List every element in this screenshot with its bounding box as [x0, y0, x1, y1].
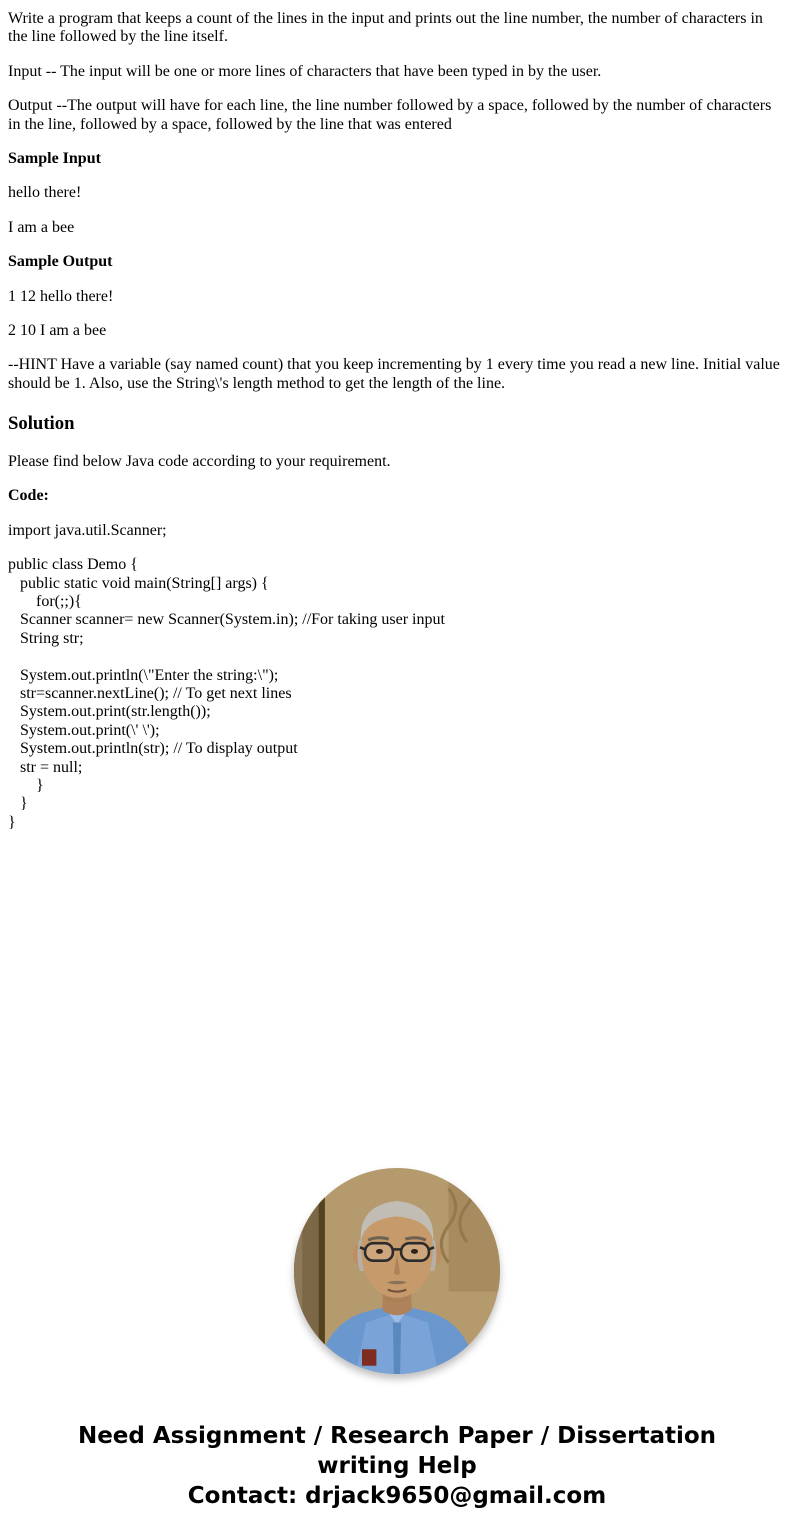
code-line: System.out.println(\"Enter the string:\");: [8, 666, 279, 684]
code-line: }: [8, 776, 44, 794]
code-import-line: import java.util.Scanner;: [8, 521, 167, 539]
document: [8, 10, 786, 1512]
code-line: System.out.print(str.length());: [8, 703, 211, 721]
sample-output-line: 1 12 hello there!: [8, 287, 114, 305]
code-line: str = null;: [8, 758, 83, 776]
code-line: }: [8, 795, 28, 813]
problem-statement: Write a program that keeps a count of the lines in the input and prints out the line number, the number of characters in the line followed by the line itself.: [8, 10, 763, 46]
sample-input-line: hello there!: [8, 184, 82, 202]
input-description: Input -- The input will be one or more lines of characters that have been typed in by the user.: [8, 62, 602, 80]
code-line: public static void main(String[] args) {: [8, 574, 269, 592]
code-label: Code:: [8, 487, 49, 505]
solution-heading: Solution: [8, 413, 75, 435]
sample-input-heading: Sample Input: [8, 149, 101, 167]
footer-help-text: Need Assignment / Research Paper / Dissertation writing Help: [77, 1423, 717, 1479]
code-line: System.out.print(\' \');: [8, 721, 160, 739]
hint-text: --HINT Have a variable (say named count) that you keep incrementing by 1 every time you read a new line. Initial value should be 1. Also, use the String\'s length method to get the length of the line.: [8, 356, 780, 392]
code-line: str=scanner.nextLine(); // To get next lines: [8, 684, 292, 702]
footer: [8, 1422, 786, 1512]
code-line: Scanner scanner= new Scanner(System.in); //For taking user input: [8, 611, 445, 629]
instructor-photo-graphic: [294, 1168, 500, 1374]
footer-contact-email: Contact: drjack9650@gmail.com: [187, 1482, 607, 1509]
sample-output-line: 2 10 I am a bee: [8, 321, 107, 339]
instructor-photo: [294, 1168, 500, 1374]
code-line: [8, 648, 786, 666]
code-line: public class Demo {: [8, 556, 138, 574]
output-description: Output --The output will have for each line, the line number followed by a space, followed by the number of characters in the line, followed by a space, followed by the line that was entered: [8, 97, 772, 133]
sample-input-line: I am a bee: [8, 218, 75, 236]
code-line: }: [8, 813, 16, 831]
sample-output-heading: Sample Output: [8, 253, 113, 271]
solution-intro: Please find below Java code according to your requirement.: [8, 453, 391, 471]
code-block: [8, 556, 786, 832]
code-line: String str;: [8, 629, 84, 647]
code-line: for(;;){: [8, 593, 82, 611]
code-line: System.out.println(str); // To display output: [8, 740, 298, 758]
